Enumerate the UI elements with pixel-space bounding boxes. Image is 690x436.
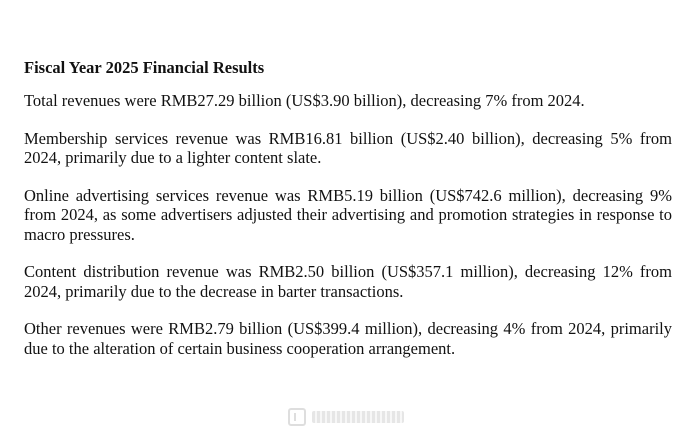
watermark-text-blur bbox=[312, 411, 404, 423]
watermark-logo-icon bbox=[288, 408, 306, 426]
total-revenues-paragraph: Total revenues were RMB27.29 billion (US$3.90 billion), decreasing 7% from 2024. bbox=[24, 91, 585, 110]
membership-revenue-paragraph: Membership services revenue was RMB16.81 billion (US$2.40 billion), decreasing 5% from 2024, primarily due to a lighter content slate. bbox=[24, 128, 672, 167]
watermark bbox=[288, 408, 404, 426]
other-revenues-paragraph: Other revenues were RMB2.79 billion (US$399.4 million), decreasing 4% from 2024, primarily due to the alteration of certain business cooperation arrangement. bbox=[24, 319, 672, 358]
advertising-revenue-paragraph: Online advertising services revenue was RMB5.19 billion (US$742.6 million), decreasing 9% from 2024, as some advertisers adjusted their advertising and promotion strategies in response to macro pressures. bbox=[24, 185, 672, 244]
content-distribution-paragraph: Content distribution revenue was RMB2.50 billion (US$357.1 million), decreasing 12% from 2024, primarily due to the decrease in barter transactions. bbox=[24, 262, 672, 301]
document-heading: Fiscal Year 2025 Financial Results bbox=[24, 58, 265, 77]
financial-results-document bbox=[24, 58, 672, 376]
